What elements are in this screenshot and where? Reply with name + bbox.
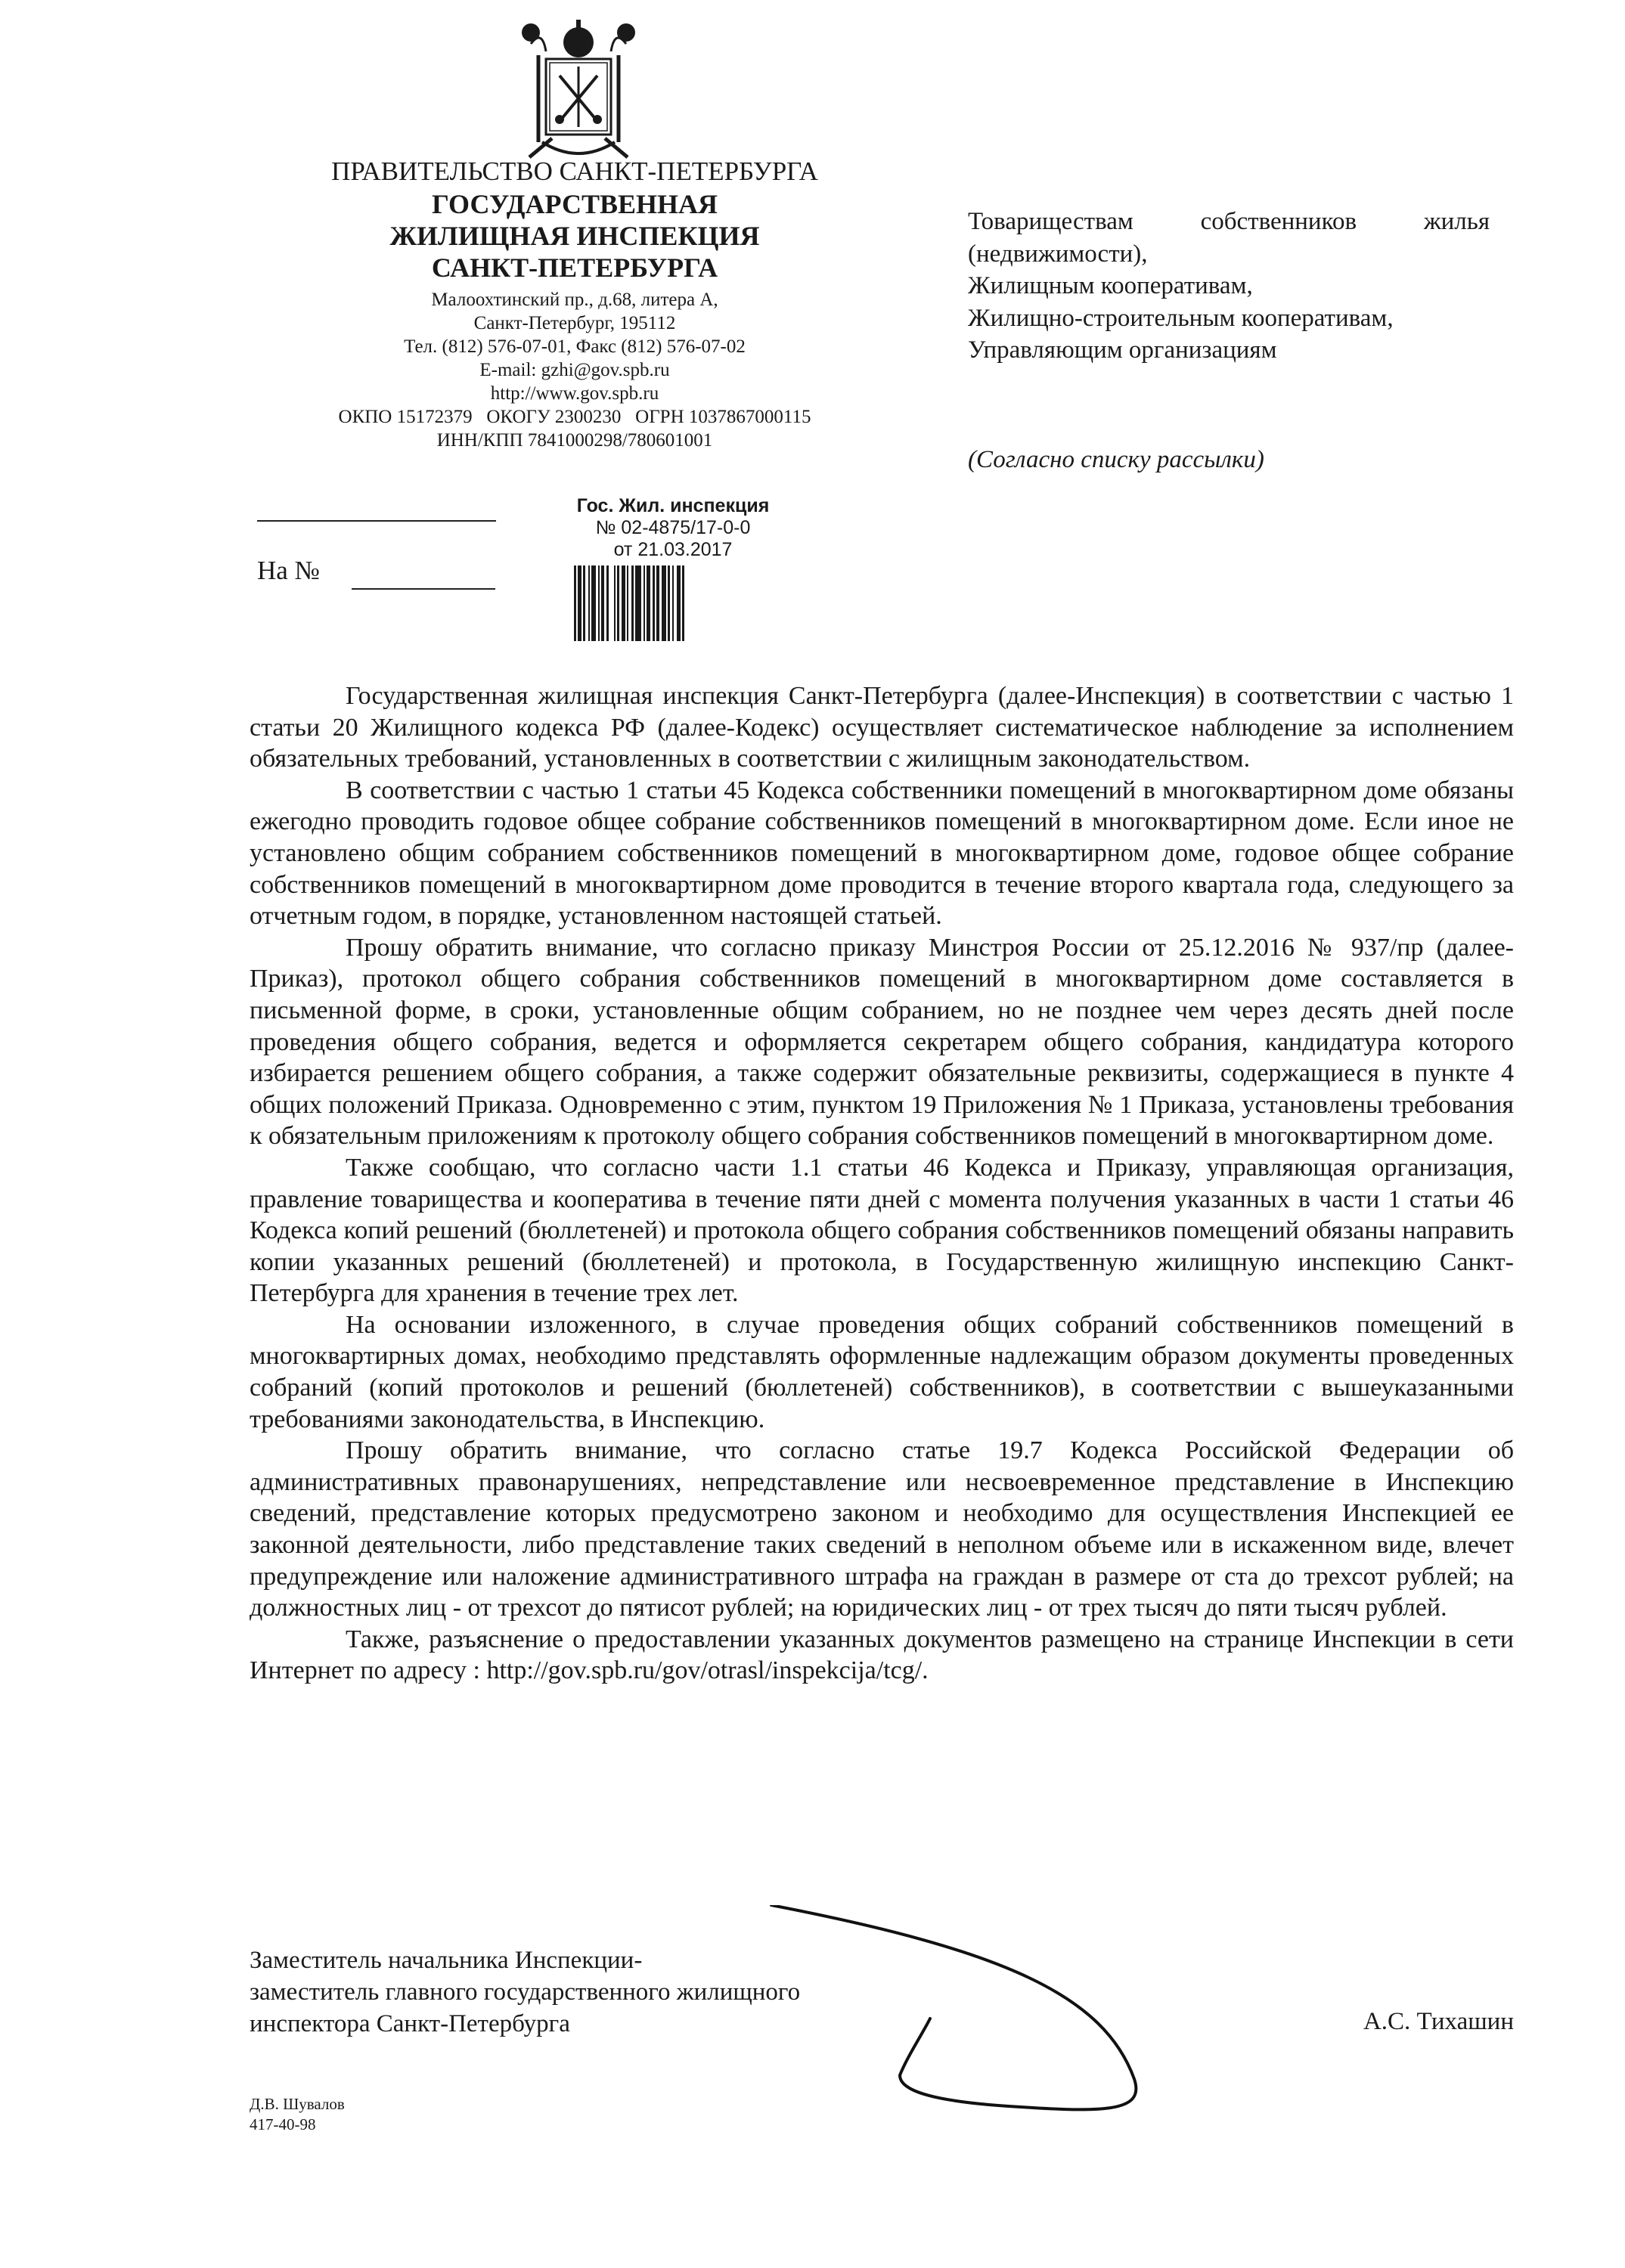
barcode-bar [617,565,619,641]
reference-label: На № [257,556,320,585]
addressee-line: Жилищно-строительным кооперативам, [968,304,1394,332]
executor-phone: 417-40-98 [250,2115,316,2133]
address-line: Малоохтинский пр., д.68, литера А, [431,290,718,310]
mailing-list-note: (Согласно списку рассылки) [968,446,1264,473]
org-name-line: ГОСУДАРСТВЕННАЯ [432,189,718,219]
barcode-bar [588,565,590,641]
stamp-date: от 21.03.2017 [613,539,733,560]
registration-stamp [552,495,794,641]
barcode-bar [583,565,585,641]
signer-position-line: заместитель главного государственного жилищного [250,1978,801,2006]
website-line: http://www.gov.spb.ru [490,383,659,404]
org-name-line: САНКТ-ПЕТЕРБУРГА [431,253,718,283]
addressee-block [968,206,1490,367]
signer-position-line: Заместитель начальника Инспекции- [250,1947,643,1974]
signer-position [250,1944,800,2040]
executor-info [250,2094,345,2135]
barcode [571,565,775,641]
letter-body [250,680,1514,1687]
barcode-bar [677,565,681,641]
addressee-line: Управляющим организациям [968,336,1277,364]
reference-number-blank [352,588,495,590]
outgoing-ref-blank [257,520,496,522]
letterhead [250,155,900,452]
body-paragraph: Также сообщаю, что согласно части 1.1 статьи 46 Кодекса и Приказу, управляющая организация, правление товарищества и кооператива в течение пяти дней с момента получения указанных в части 1 статьи 46 Кодекса копий решений (бюллетеней) и протокола общего собрания собственников помещений обязаны направить копии указанных решений (бюллетеней) и протокола, в Государственную жилищную инспекцию Санкт-Петербурга для хранения в течение трех лет. [250,1153,1514,1308]
barcode-bar [601,565,604,641]
body-paragraph: В соответствии с частью 1 статьи 45 Кодекса собственники помещений в многоквартирном доме обязаны ежегодно проводить годовое общее собрание собственников помещений в многоквартирном доме. Если иное не установлено общим собранием собственников помещений в многоквартирном доме, годовое общее собрание собственников помещений в многоквартирном доме проводится в течение второго квартала года, следующего за отчетным годом, в порядке, установленном настоящей статьей. [250,776,1514,931]
barcode-bar [668,565,670,641]
barcode-bar [672,565,674,641]
barcode-bar [656,565,659,641]
stamp-number: № 02-4875/17-0-0 [595,517,751,538]
barcode-bar [662,565,666,641]
coat-of-arms-emblem [508,14,649,165]
barcode-bar [627,565,628,641]
addressee-line: (недвижимости), [968,240,1148,268]
barcode-bar [643,565,645,641]
phone-fax-line: Тел. (812) 576-07-01, Факс (812) 576-07-02 [404,336,746,357]
body-paragraph: На основании изложенного, в случае проведения общих собраний собственников помещений в многоквартирных домах, необходимо представлять оформленные надлежащим образом документы проведенных собраний (копий протоколов и решений (бюллетеней) собственников), в соответствии с вышеуказанными требованиями законодательства, в Инспекцию. [250,1310,1514,1433]
government-name: ПРАВИТЕЛЬСТВО САНКТ-ПЕТЕРБУРГА [331,156,818,186]
barcode-bar [682,565,684,641]
barcode-bar [574,565,576,641]
body-paragraph: Прошу обратить внимание, что согласно приказу Минстроя России от 25.12.2016 № 937/пр (далее-Приказ), протокол общего собрания собственников помещений в многоквартирном доме составляется в письменной форме, в сроки, установленные общим собранием, но не позднее чем через десять дней после проведения общего собрания, ведется и оформляется секретарем общего собрания, кандидатура которого избирается решением общего собрания, а также содержит обязательные реквизиты, содержащиеся в пункте 4 общих положений Приказа. Одновременно с этим, пунктом 19 Приложения № 1 Приказа, установлены требования к обязательным приложениям к протоколу общего собрания собственников помещений в многоквартирном доме. [250,933,1514,1151]
addressee-line: Товариществам собственников жилья [968,208,1490,235]
email-line: E-mail: gzhi@gov.spb.ru [479,360,670,380]
body-paragraph: Государственная жилищная инспекция Санкт-Петербурга (далее-Инспекция) в соответствии с частью 1 статьи 20 Жилищного кодекса РФ (далее-Кодекс) осуществляет систематическое наблюдение за исполнением обязательных требований, установленных в соответствии с жилищным законодательством. [250,682,1514,773]
barcode-bar [614,565,616,641]
barcode-bar [578,565,581,641]
body-paragraph: Прошу обратить внимание, что согласно статье 19.7 Кодекса Российской Федерации об административных правонарушениях, непредставление или несвоевременное представление в Инспекцию сведений, представление которых предусмотрено законом и необходимо для осуществления Инспекцией ее законной деятельности, либо представление таких сведений в неполном объеме или в искаженном виде, влечет предупреждение или наложение административного штрафа на граждан в размере от ста до трехсот рублей; на должностных лиц - от трехсот до пятисот рублей; на юридических лиц - от трех тысяч до пяти тысяч рублей. [250,1436,1514,1622]
body-paragraph: Также, разъяснение о предоставлении указанных документов размещено на странице Инспекции в сети Интернет по адресу : http://gov.spb.ru/gov/otrasl/inspekcija/tcg/. [250,1625,1514,1685]
barcode-bar [598,565,600,641]
address-line: Санкт-Петербург, 195112 [473,313,676,333]
executor-name: Д.В. Шувалов [250,2095,345,2113]
signer-position-line: инспектора Санкт-Петербурга [250,2010,570,2037]
addressee-line: Жилищным кооперативам, [968,272,1253,299]
barcode-bar [631,565,634,641]
org-name-line: ЖИЛИЩНАЯ ИНСПЕКЦИЯ [389,221,760,251]
barcode-bar [606,565,609,641]
barcode-bar [622,565,625,641]
barcode-bar [647,565,650,641]
stamp-title: Гос. Жил. инспекция [576,495,770,516]
registry-codes-line: ОКПО 15172379 ОКОГУ 2300230 ОГРН 1037867000115 [338,407,811,427]
barcode-bar [653,565,655,641]
signer-name: А.С. Тихашин [1363,2008,1514,2035]
inn-kpp-line: ИНН/КПП 7841000298/780601001 [436,430,713,451]
barcode-bar [635,565,641,641]
barcode-bar [591,565,596,641]
